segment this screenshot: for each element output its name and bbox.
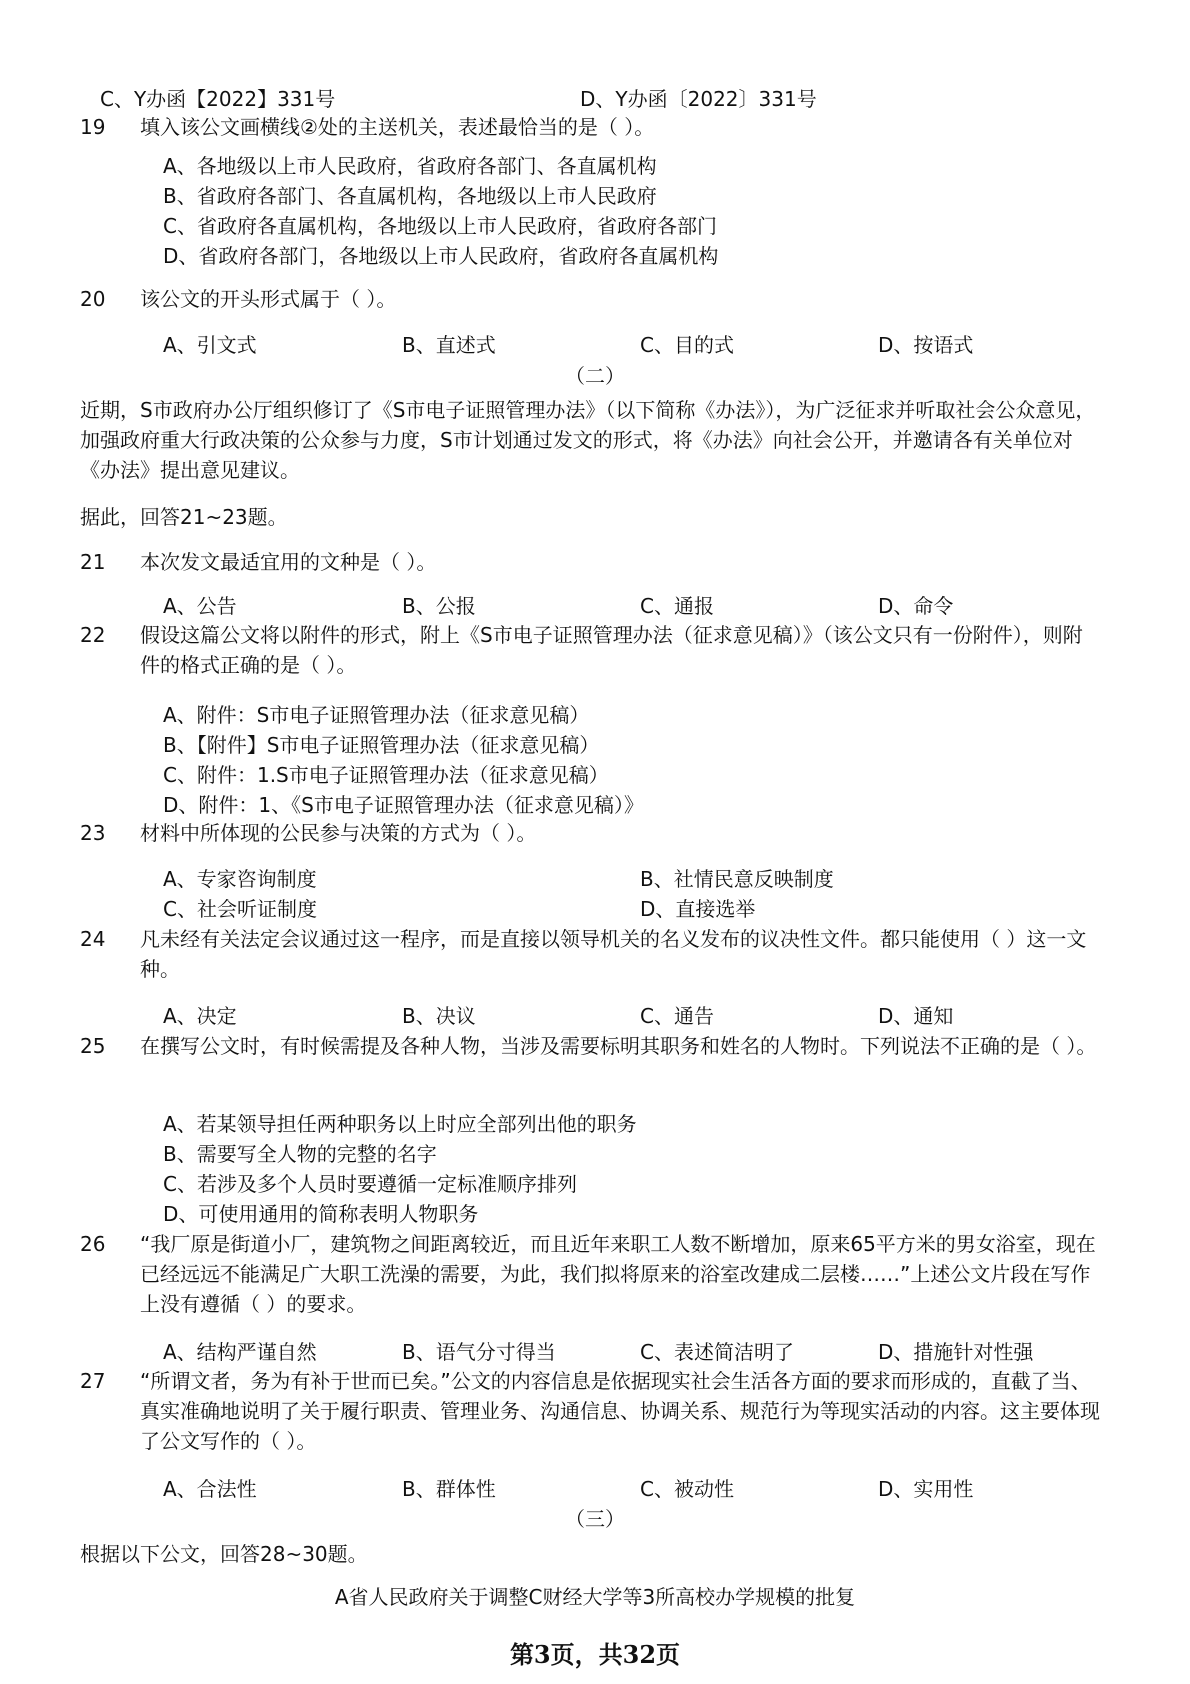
option-a: A、合法性 — [163, 1477, 257, 1501]
option-c: C、省政府各直属机构，各地级以上市人民政府，省政府各部门 — [163, 214, 717, 238]
option-d: D、按语式 — [878, 333, 974, 357]
option-b: B、需要写全人物的完整的名字 — [163, 1142, 437, 1166]
question-number: 25 — [80, 1034, 106, 1058]
question-number: 24 — [80, 927, 106, 951]
option-d: D、直接选举 — [640, 897, 756, 921]
question-text: 本次发文最适宜用的文种是（ ）。 — [140, 550, 437, 574]
option-c: C、若涉及多个人员时要遵循一定标准顺序排列 — [163, 1172, 577, 1196]
section-2-instruction: 据此，回答21~23题。 — [80, 505, 288, 529]
page-footer: 第3页，共32页 — [509, 1640, 681, 1669]
question-number: 23 — [80, 821, 106, 845]
question-text: 填入该公文画横线②处的主送机关，表述最恰当的是（ ）。 — [140, 115, 655, 139]
option-c: C、通报 — [640, 594, 714, 618]
option-c: C、通告 — [640, 1004, 714, 1028]
option-d: D、省政府各部门，各地级以上市人民政府，省政府各直属机构 — [163, 244, 719, 268]
option-b: B、语气分寸得当 — [402, 1340, 556, 1364]
option-c: C、目的式 — [640, 333, 734, 357]
option-a: A、若某领导担任两种职务以上时应全部列出他的职务 — [163, 1112, 637, 1136]
option-b: B、公报 — [402, 594, 476, 618]
section-heading-3: （三） — [565, 1507, 625, 1531]
question-number: 26 — [80, 1232, 106, 1256]
question-text: “所谓文者，务为有补于世而已矣。”公文的内容信息是依据现实社会生活各方面的要求而形成的，直截了当、真实准确地说明了关于履行职责、管理业务、沟通信息、协调关系、规范行为等现实活动的内容。这主要体现了公文写作的（ ）。 — [140, 1369, 1100, 1453]
section-3-instruction: 根据以下公文，回答28~30题。 — [80, 1542, 368, 1566]
option-a: A、附件：S市电子证照管理办法（征求意见稿） — [163, 703, 590, 727]
option-a: A、引文式 — [163, 333, 257, 357]
option-d: D、命令 — [878, 594, 954, 618]
option-c: C、被动性 — [640, 1477, 734, 1501]
option-a: A、各地级以上市人民政府，省政府各部门、各直属机构 — [163, 154, 657, 178]
option-b: B、决议 — [402, 1004, 476, 1028]
option-a: A、专家咨询制度 — [163, 867, 317, 891]
question-text: 假设这篇公文将以附件的形式，附上《S市电子证照管理办法（征求意见稿）》（该公文只有一份附件），则附件的格式正确的是（ ）。 — [140, 623, 1083, 677]
option-d: D、可使用通用的简称表明人物职务 — [163, 1202, 479, 1226]
question-text: 凡未经有关法定会议通过这一程序，而是直接以领导机关的名义发布的议决性文件。都只能使用（ ）这一文种。 — [140, 927, 1087, 981]
section-heading-2: （二） — [565, 364, 625, 388]
question-text: 在撰写公文时，有时候需提及各种人物，当涉及需要标明其职务和姓名的人物时。下列说法不正确的是（ ）。 — [140, 1034, 1097, 1058]
option-a: A、结构严谨自然 — [163, 1340, 317, 1364]
document-title: A省人民政府关于调整C财经大学等3所高校办学规模的批复 — [334, 1585, 856, 1609]
question-number: 27 — [80, 1369, 106, 1393]
option-d: D、实用性 — [878, 1477, 974, 1501]
option-c: C、社会听证制度 — [163, 897, 317, 921]
option-c: C、表述简洁明了 — [640, 1340, 794, 1364]
section-2-passage: 近期，S市政府办公厅组织修订了《S市电子证照管理办法》（以下简称《办法》），为广泛征求并听取社会公众意见，加强政府重大行政决策的公众参与力度，S市计划通过发文的形式，将《办法》向社会公开，并邀请各有关单位对《办法》提出意见建议。 — [80, 398, 1096, 482]
prev-option-c: C、Y办函【2022】331号 — [100, 87, 336, 111]
question-number: 22 — [80, 623, 106, 647]
option-d: D、通知 — [878, 1004, 954, 1028]
option-b: B、社情民意反映制度 — [640, 867, 834, 891]
question-number: 20 — [80, 287, 106, 311]
option-c: C、附件：1.S市电子证照管理办法（征求意见稿） — [163, 763, 609, 787]
question-text: “我厂原是街道小厂，建筑物之间距离较近，而且近年来职工人数不断增加，原来65平方米的男女浴室，现在已经远远不能满足广大职工洗澡的需要，为此，我们拟将原来的浴室改建成二层楼……”上述公文片段在写作上没有遵循（ ）的要求。 — [140, 1232, 1096, 1316]
question-number: 21 — [80, 550, 106, 574]
question-number: 19 — [80, 115, 106, 139]
option-a: A、公告 — [163, 594, 237, 618]
option-a: A、决定 — [163, 1004, 237, 1028]
option-d: D、附件：1、《S市电子证照管理办法（征求意见稿）》 — [163, 793, 644, 817]
option-d: D、措施针对性强 — [878, 1340, 1034, 1364]
option-b: B、群体性 — [402, 1477, 496, 1501]
option-b: B、直述式 — [402, 333, 496, 357]
option-b: B、【附件】S市电子证照管理办法（征求意见稿） — [163, 733, 600, 757]
question-text: 该公文的开头形式属于（ ）。 — [140, 287, 397, 311]
prev-option-d: D、Y办函〔2022〕331号 — [580, 87, 817, 111]
question-text: 材料中所体现的公民参与决策的方式为（ ）。 — [140, 821, 537, 845]
option-b: B、省政府各部门、各直属机构，各地级以上市人民政府 — [163, 184, 657, 208]
